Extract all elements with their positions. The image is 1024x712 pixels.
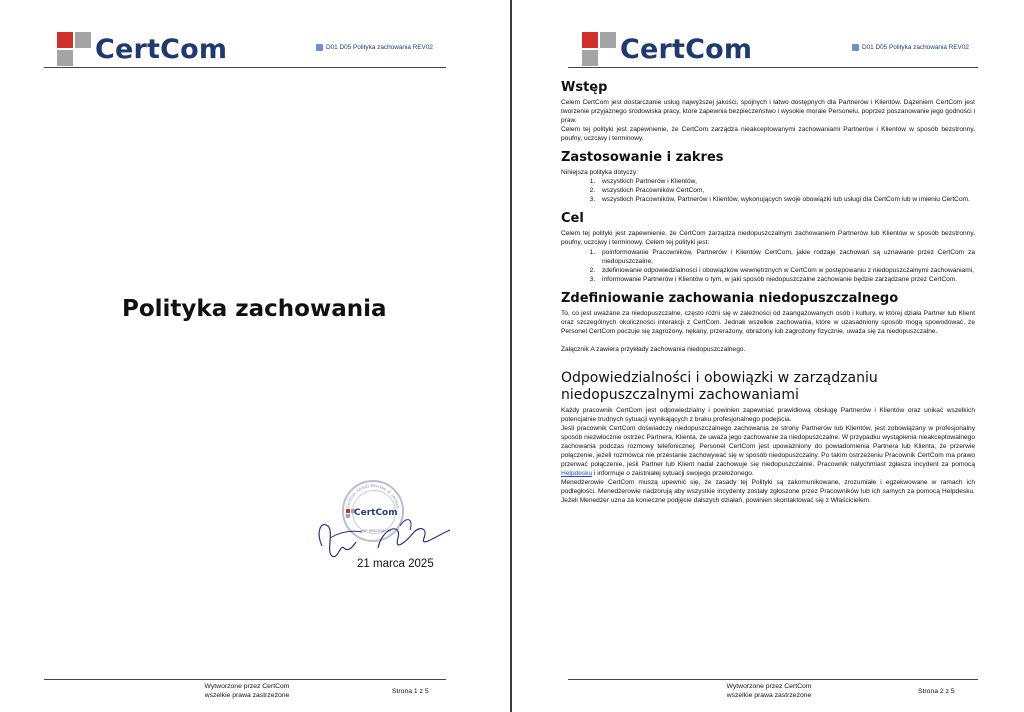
paragraph <box>561 424 975 478</box>
handwritten-signature <box>310 508 460 560</box>
document-icon <box>852 44 859 51</box>
list-item: 2. wszystkich Pracowników CertCom, <box>597 186 975 195</box>
heading-line-2: niedopuszczalnymi zachowaniami <box>561 386 799 403</box>
section-zakres <box>561 150 975 204</box>
header-ref-text: D01 D05 Polityka zachowania REV02 <box>862 44 969 51</box>
paragraph: To, co jest uważane za niedopuszczalne, często różni się w zależności od zaangażowanych osób i kultury, w której działa Partner lub Klient oraz szczególnych okoliczności interakcji z CertCom. Jednak wszelkie zachowania, które w uzasadniony sposób mogą spowodować, że Personel CertCom poczuje się zagrożony, nękany, przerażony, obrażony lub zagrożony fizycznie, uważa się za niedopuszczalne. <box>561 309 975 335</box>
section-cel <box>561 211 975 283</box>
footer-line-1: Wytworzone przez CertCom <box>204 683 290 690</box>
paragraph: Celem tej polityki jest zapewnienie, że CertCom zarządza niedopuszczalnym zachowaniem Partnerów lub Klientów w sposób bezstronny, poufny, uczciwy i terminowy. Celem tej polityki jest: <box>561 230 975 247</box>
list-item: 1. poinformowanie Pracowników, Partnerów i Klientów CertCom, jakie rodzaje zachowań są uznawane przez CertCom za niedopuszczalne, <box>597 248 975 266</box>
logo-mark-icon <box>57 32 91 66</box>
list-item: 2. zdefiniowanie odpowiedzialności i obowiązków wewnętrznych w CertCom w postępowaniu z niedopuszczalnymi zachowaniami, <box>597 266 975 275</box>
paragraph-text: i informuje o zaistniałej sytuacji swojego przełożonego. <box>594 470 754 478</box>
list-item: 3. informowanie Partnerów i Klientów o tym, w jaki sposób niedopuszczalne zachowanie będzie zarządzane przez CertCom. <box>597 275 975 284</box>
section-wstep <box>561 80 975 143</box>
section-heading: Zdefiniowanie zachowania niedopuszczalnego <box>561 290 899 306</box>
paragraph-text: Jeśli pracownik CertCom doświadczy niedopuszczalnego zachowania ze strony Partnerów lub Klientów, jest zobowiązany w profesjonalny sposób niezwłocznie ostrzec Partnera, Klienta, że uważa jego zachowanie za niedopuszczalne. W przypadku wystąpienia nieakceptowalnego zachowania podczas rozmowy telefonicznej, Personel CertCom jest upoważniony do powiadomienia Partnera lub Klienta, że przerwie połączenie, jeżeli rozmówca nie przestanie zachowywać się w sposób niedopuszczalny. Po takim ostrzeżeniu Pracownik CertCom ma prawo przerwać połączenie, jeśli Partner lub Klient nadal zachowuje się niedopuszczalnie. Pracownik natychmiast zgłasza incydent za pomocą <box>561 424 975 469</box>
paragraph: Załącznik A zawiera przykłady zachowania niedopuszczalnego. <box>561 345 746 353</box>
header-rule <box>568 67 978 68</box>
certcom-logo <box>57 32 227 66</box>
section-heading: Cel <box>561 211 584 227</box>
numbered-list <box>561 248 975 284</box>
page-1 <box>0 0 510 712</box>
logo-text: CertCom <box>620 33 753 65</box>
footer-line-2: wszelkie prawa zastrzeżone <box>726 691 812 699</box>
certcom-logo <box>582 32 752 66</box>
section-zdefiniowanie <box>561 291 975 363</box>
page-number: Strona 2 z 5 <box>918 688 955 695</box>
section-heading: Zastosowanie i zakres <box>561 150 724 166</box>
document-body <box>561 80 975 512</box>
paragraph: Menedżerowie CertCom muszą upewnić się, że zasady tej Polityki są zakomunikowane, zrozumiałe i egzekwowane w ramach ich podległości. Menedżerowie nadzorują aby wszystkie incydenty zostały zgłoszone przez Pracowników lub ich samych za pomocą Helpdesku. Jeżeli Menedżer uzna za konieczne podjęcie dalszych działań, powinien skontaktować się z Właścicielem. <box>561 479 975 505</box>
helpdesk-link[interactable]: Helpdesku <box>561 470 593 478</box>
section-heading <box>561 370 975 404</box>
footer-rule <box>44 679 446 680</box>
cover-title: Polityka zachowania <box>122 296 387 322</box>
footer-copyright <box>182 683 312 700</box>
paragraph: Celem tej polityki jest zapewnienie, że CertCom zarządza nieakceptowanymi zachowaniami Partnerów i Klientów w sposób bezstronny, poufny, uczciwy i terminowy. <box>561 126 975 143</box>
logo-text: CertCom <box>95 33 228 65</box>
list-item: 1. wszystkich Partnerów i Klientów, <box>597 177 975 186</box>
header-document-ref <box>316 44 433 51</box>
paragraph: Celem CertCom jest dostarczanie usług najwyższej jakości, spójnych i łatwo dostępnych dla Partnerów i Klientów. Dążeniem CertCom jest tworzenie przyjaznego środowiska pracy, które zapewnia bezpieczeństwo i wysokie morale Personelu, poprzez poszanowanie jego godności i praw. <box>561 99 975 125</box>
numbered-list <box>561 177 975 204</box>
stamp-bottom-text: NIP 8992918285 <box>361 528 391 533</box>
section-odpowiedzialnosci <box>561 370 975 506</box>
header-document-ref <box>852 44 969 51</box>
document-icon <box>316 44 323 51</box>
paragraph: Niniejsza polityka dotyczy: <box>561 169 638 177</box>
section-heading: Wstęp <box>561 80 608 95</box>
footer-line-2: wszelkie prawa zastrzeżone <box>204 691 290 699</box>
signature-date: 21 marca 2025 <box>357 558 434 570</box>
footer-rule <box>568 679 978 680</box>
footer-copyright <box>704 683 834 700</box>
svg-text:CertCom, 50-542 Wrocław, ul. J: CertCom, 50-542 Wrocław, ul. Jordana <box>345 482 401 509</box>
header-ref-text: D01 D05 Polityka zachowania REV02 <box>326 44 433 51</box>
list-item: 3. wszystkich Pracowników, Partnerów i Klientów, wykonujących swoje obowiązki lub usługi dla CertCom lub w imieniu CertCom. <box>597 195 975 204</box>
heading-line-1: Odpowiedzialności i obowiązki w zarządzaniu <box>561 369 878 386</box>
header-rule <box>44 67 446 68</box>
paragraph: Każdy pracownik CertCom jest odpowiedzialny i powinien zapewniać prawidłową obsługę Partnerów i Klientów oraz unikać wszelkich potencjalnie trudnych sytuacji wynikających z braku profesjonalnego podejścia. <box>561 406 975 423</box>
footer-line-1: Wytworzone przez CertCom <box>726 683 812 690</box>
page-number: Strona 1 z 5 <box>392 688 429 695</box>
logo-mark-icon <box>582 32 616 66</box>
stamp-label: CertCom <box>354 508 398 518</box>
